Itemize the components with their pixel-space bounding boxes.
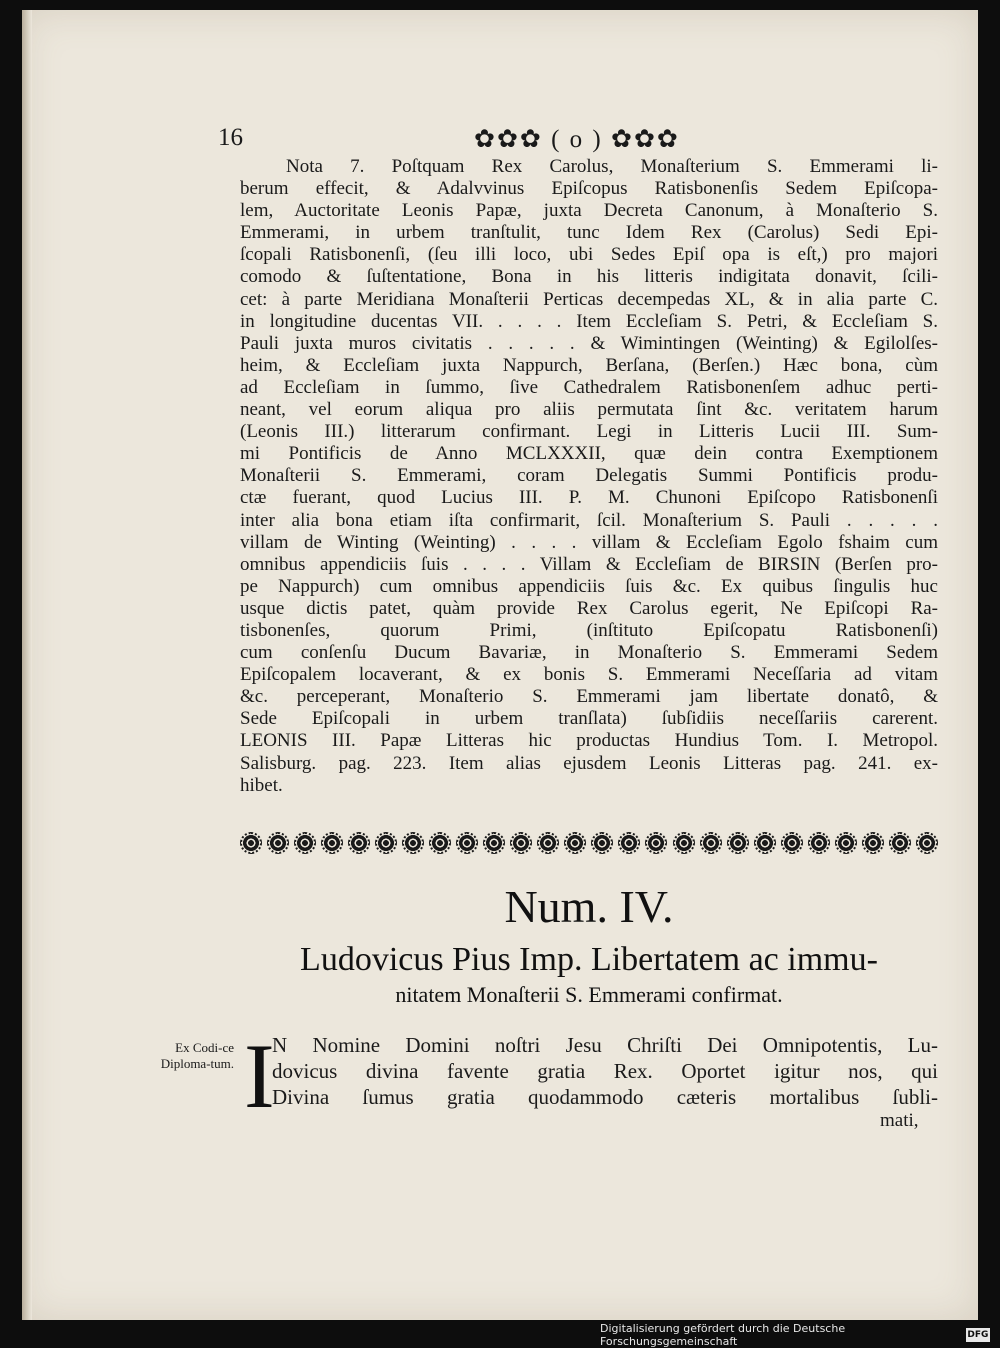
rosette-icon <box>564 832 586 854</box>
nota-line: ctæ fuerant, quod Lucius III. P. M. Chunoni Epiſcopo Ratisbonenſi <box>240 487 938 509</box>
dfg-logo-icon: DFG <box>967 1330 989 1340</box>
rosette-icon <box>429 832 451 854</box>
rosette-icon <box>402 832 424 854</box>
nota-line: in longitudine ducentas VII. . . . . Item Eccleſiam S. Petri, & Eccleſiam S. <box>240 310 938 332</box>
nota-line: lem, Auctoritate Leonis Papæ, juxta Decreta Canonum, à Monaſterio S. <box>240 200 938 222</box>
nota-line: comodo & ſuſtentatione, Bona in his litteris indigitata donavit, ſcili- <box>240 266 938 288</box>
nota-line: ad Eccleſiam in ſummo, ſive Cathedralem Ratisbonenſem adhuc perti- <box>240 376 938 398</box>
rosette-divider <box>240 825 938 861</box>
nota-line: usque dictis patet, quàm provide Rex Carolus egerit, Ne Epiſcopi Ra- <box>240 597 938 619</box>
footer-credit-text: Digitalisierung gefördert durch die Deutsche Forschungsgemeinschaft <box>600 1322 846 1348</box>
nota-line: LEONIS III. Papæ Litteras hic productas Hundius Tom. I. Metropol. <box>240 730 938 752</box>
nota-line: pe Nappurch) cum omnibus appendiciis ſuis &c. Ex quibus ſingulis huc <box>240 575 938 597</box>
rosette-icon <box>618 832 640 854</box>
rosette-icon <box>754 832 776 854</box>
nota-line: cet: à parte Meridiana Monaſterii Perticas decempedas XL, & in alia parte C. <box>240 288 938 310</box>
rosette-icon <box>510 832 532 854</box>
nota-line: mi Pontificis de Anno MCLXXXII, quæ dein contra Exemptionem <box>240 443 938 465</box>
rosette-icon <box>727 832 749 854</box>
nota-line: (Leonis III.) litterarum confirmant. Legi in Litteris Lucii III. Sum- <box>240 421 938 443</box>
charter-line: N Nomine Domini noſtri Jesu Chriſti Dei Omnipotentis, Lu- <box>272 1033 938 1057</box>
nota-line: &c. perceperant, Monaſterio S. Emmerami jam libertate donatô, & <box>240 686 938 708</box>
nota-line: Sede Epiſcopali in urbem tranſlata) ſubſidiis neceſſariis carerent. <box>240 708 938 730</box>
nota-line: cum conſenſu Ducum Bavariæ, in Monaſterio S. Emmerami Sedem <box>240 642 938 664</box>
rosette-icon <box>700 832 722 854</box>
nota-line: ſcopali Ratisbonenſi, (ſeu illi loco, ubi Sedes Epiſ opa is eſt,) pro majori <box>240 244 938 266</box>
nota-line: Salisburg. pag. 223. Item alias ejusdem Leonis Litteras pag. 241. ex- <box>240 752 938 774</box>
rosette-icon <box>835 832 857 854</box>
rosette-icon <box>348 832 370 854</box>
rosette-icon <box>781 832 803 854</box>
nota-line: omnibus appendiciis ſuis . . . . Villam & Eccleſiam de BIRSIN (Berſen pro- <box>240 553 938 575</box>
page-spine <box>22 10 32 1320</box>
running-header <box>218 124 938 154</box>
nota-line: Epiſcopalem locaverant, & ex bonis S. Emmerami Neceſſaria ad vitam <box>240 664 938 686</box>
drop-cap: I <box>244 1025 275 1127</box>
footer-credit <box>600 1322 990 1348</box>
section-number-title: Num. IV. <box>504 881 674 932</box>
charter-line: Divina ſumus gratia quodammodo cæteris mortalibus ſubli- <box>272 1085 938 1109</box>
nota-line: hibet. <box>240 774 283 796</box>
nota-line: neant, vel eorum aliqua pro aliis permutata ſint &c. veritatem harum <box>240 399 938 421</box>
rosette-icon <box>645 832 667 854</box>
rosette-icon <box>537 832 559 854</box>
rosette-icon <box>862 832 884 854</box>
rosette-icon <box>240 832 262 854</box>
nota-line: inter alia bona etiam iſta confirmarit, ſcil. Monaſterium S. Pauli . . . . . <box>240 509 938 531</box>
nota-line: Pauli juxta muros civitatis . . . . . & Wimintingen (Weinting) & Egilolſes- <box>240 332 938 354</box>
nota-line: Nota 7. Poſtquam Rex Carolus, Monaſterium S. Emmerami li- <box>286 156 938 177</box>
nota-line: Monaſterii S. Emmerami, coram Delegatis Summi Pontificis produ- <box>240 465 938 487</box>
page-number: 16 <box>218 124 243 151</box>
document-title-sub: nitatem Monaſterii S. Emmerami confirmat. <box>395 982 783 1007</box>
nota-line: heim, & Eccleſiam juxta Nappurch, Berſana, (Berſen.) Hæc bona, cùm <box>240 354 938 376</box>
document-title <box>240 940 938 1010</box>
rosette-icon <box>294 832 316 854</box>
rosette-icon <box>591 832 613 854</box>
rosette-icon <box>916 832 938 854</box>
catchword: mati, <box>880 1110 919 1131</box>
nota-line: Emmerami, in urbem tranſtulit, tunc Idem Rex (Carolus) Sedi Epi- <box>240 222 938 244</box>
rosette-icon <box>483 832 505 854</box>
charter-line: dovicus divina favente gratia Rex. Oportet igitur nos, qui <box>272 1059 938 1083</box>
nota-line: tisbonenſes, quorum Primi, (inſtituto Epiſcopatu Ratisbonenſi) <box>240 619 938 641</box>
nota-line: berum effecit, & Adalvvinus Epiſcopus Ratisbonenſis Sedem Epiſcopa- <box>240 178 938 200</box>
rosette-icon <box>889 832 911 854</box>
nota-line: villam de Winting (Weinting) . . . . villam & Eccleſiam Egolo fshaim cum <box>240 531 938 553</box>
nota-paragraph <box>240 156 938 797</box>
margin-note: Ex Codi-ce Diploma-tum. <box>160 1040 234 1071</box>
rosette-icon <box>375 832 397 854</box>
charter-text <box>272 1032 938 1110</box>
rosette-icon <box>321 832 343 854</box>
rosette-icon <box>673 832 695 854</box>
document-title-main: Ludovicus Pius Imp. Libertatem ac immu- <box>300 941 878 978</box>
rosette-icon <box>456 832 478 854</box>
rosette-icon <box>267 832 289 854</box>
rosette-icon <box>808 832 830 854</box>
header-ornament: ✿✿✿ ( o ) ✿✿✿ <box>474 126 680 153</box>
